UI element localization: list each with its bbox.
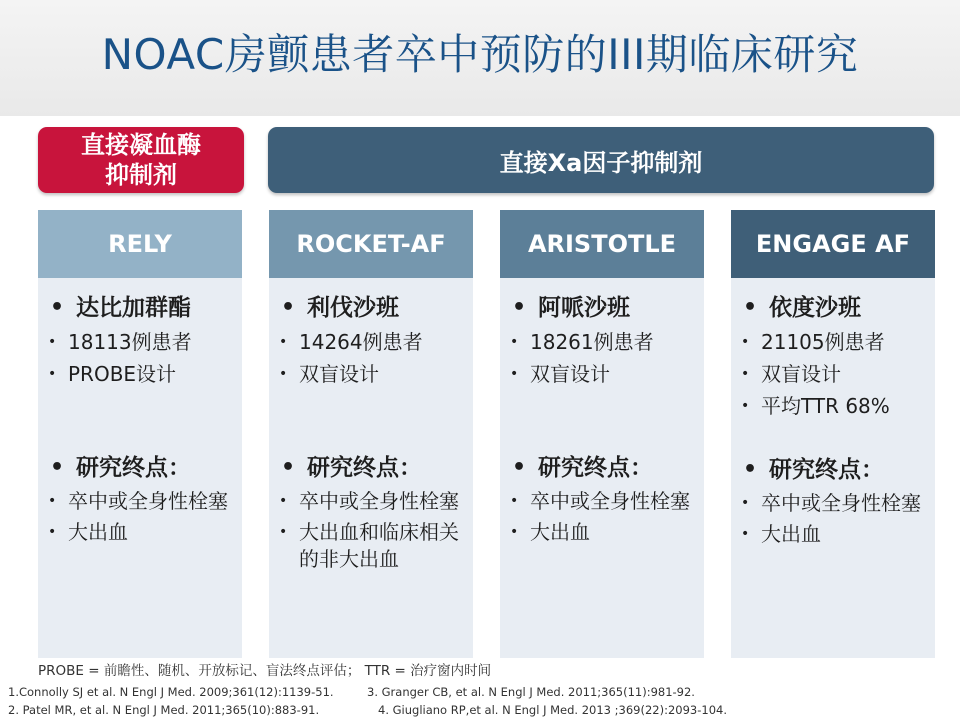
direct-xa-group-text: 直接Xa因子抑制剂 [499,148,703,177]
abbreviation-footnote: PROBE = 前瞻性、随机、开放标记、盲法终点评估； TTR = 治疗窗内时间 [38,663,492,679]
reference-3: 3. Granger CB, et al. N Engl J Med. 2011;365(11):981-92. [367,685,695,699]
trial-column-aristotle [500,210,704,658]
endpoint-item: • 卒中或全身性栓塞 [38,488,242,515]
reference-1: 1.Connolly SJ et al. N Engl J Med. 2009;361(12):1139-51. [8,685,334,699]
trial-endpoints [731,454,935,548]
trial-endpoints [269,452,473,573]
endpoint-item: • 大出血 [38,519,242,546]
drug-name: • 阿哌沙班 [500,292,704,324]
page-title: NOAC房颤患者卒中预防的III期临床研究 [101,30,859,79]
endpoint-item: • 大出血和临床相关的非大出血 [269,519,473,573]
trial-column-engage-af [731,210,935,658]
trial-details [269,292,473,388]
endpoint-label: • 研究终点： [731,454,935,486]
endpoint-item: • 卒中或全身性栓塞 [269,488,473,515]
detail-item: • 14264例患者 [269,328,473,356]
trial-details [731,292,935,420]
trial-header: ROCKET-AF [269,210,473,278]
drug-name: • 依度沙班 [731,292,935,324]
trial-column-rocket-af [269,210,473,658]
drug-name: • 达比加群酯 [38,292,242,324]
endpoint-item: • 大出血 [731,521,935,548]
trial-details [38,292,242,388]
endpoint-item: • 卒中或全身性栓塞 [731,490,935,517]
trial-details [500,292,704,388]
endpoint-item: • 大出血 [500,519,704,546]
direct-xa-group-label [268,127,934,193]
trial-endpoints [500,452,704,546]
trial-endpoints [38,452,242,546]
endpoint-label: • 研究终点： [38,452,242,484]
reference-row [8,683,948,701]
direct-thrombin-group-text: 直接凝血酶 抑制剂 [81,131,201,189]
drug-name: • 利伐沙班 [269,292,473,324]
trial-header: RELY [38,210,242,278]
reference-2: 2. Patel MR, et al. N Engl J Med. 2011;365(10):883-91. [8,703,320,717]
trial-column-rely [38,210,242,658]
reference-4: 4. Giugliano RP,et al. N Engl J Med. 2013 ;369(22):2093-104. [378,703,727,717]
detail-item: • PROBE设计 [38,360,242,388]
references [8,683,948,719]
detail-item: • 21105例患者 [731,328,935,356]
endpoint-label: • 研究终点： [500,452,704,484]
detail-item: • 双盲设计 [500,360,704,388]
trial-header: ENGAGE AF [731,210,935,278]
endpoint-label: • 研究终点： [269,452,473,484]
detail-item: • 双盲设计 [731,360,935,388]
direct-thrombin-group-label [38,127,244,193]
endpoint-item: • 卒中或全身性栓塞 [500,488,704,515]
trial-header: ARISTOTLE [500,210,704,278]
detail-item: • 双盲设计 [269,360,473,388]
reference-row [8,701,948,719]
detail-item: • 18261例患者 [500,328,704,356]
detail-item: • 18113例患者 [38,328,242,356]
detail-item: • 平均TTR 68% [731,392,935,420]
